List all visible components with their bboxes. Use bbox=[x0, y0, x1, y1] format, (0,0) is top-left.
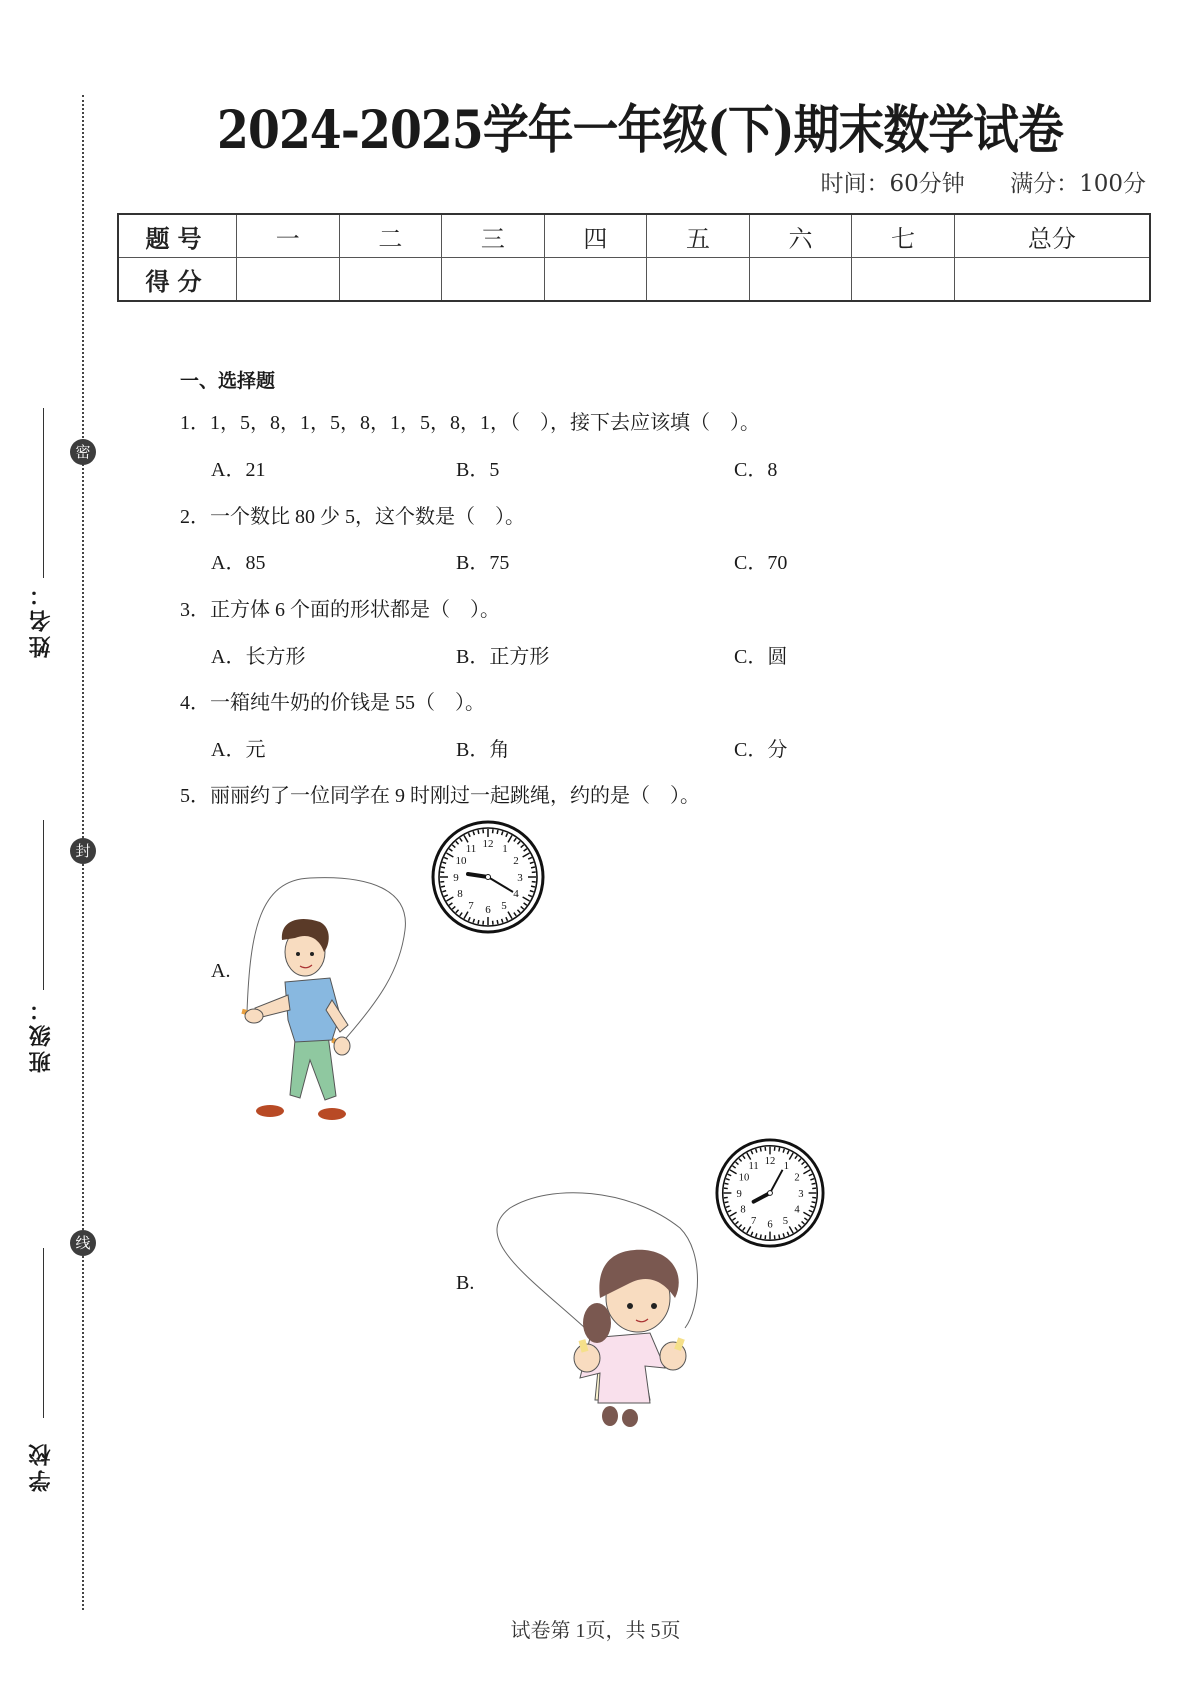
score-cell-5[interactable] bbox=[647, 258, 750, 302]
exam-title: 2024-2025学年一年级(下)期末数学试卷 bbox=[217, 100, 1063, 161]
name-blank-line[interactable] bbox=[43, 408, 44, 578]
question-4: 4．一箱纯牛奶的价钱是 55（ ）。 bbox=[180, 692, 485, 714]
name-label: 姓名： bbox=[29, 580, 54, 658]
question-1: 1．1，5，8，1，5，8，1，5，8，1，（ ），接下去应该填（ ）。 bbox=[180, 412, 760, 434]
question-5: 5．丽丽约了一位同学在 9 时刚过一起跳绳，约的是（ ）。 bbox=[180, 785, 700, 807]
time-limit: 时间：60分钟 bbox=[820, 171, 965, 197]
full-score: 满分：100分 bbox=[1010, 171, 1146, 197]
col-3: 三 bbox=[442, 214, 545, 258]
svg-text:8: 8 bbox=[457, 888, 463, 900]
svg-text:10: 10 bbox=[738, 1172, 750, 1184]
school-label: 学校 bbox=[29, 1440, 54, 1492]
question-3: 3．正方体 6 个面的形状都是（ ）。 bbox=[180, 599, 500, 621]
q1-option-c[interactable]: C．8 bbox=[734, 459, 778, 481]
section-title: 一、选择题 bbox=[180, 370, 276, 392]
q4-option-a[interactable]: A．元 bbox=[211, 739, 266, 761]
q5-option-b[interactable]: B. bbox=[456, 1272, 475, 1294]
svg-text:6: 6 bbox=[485, 904, 491, 916]
svg-text:3: 3 bbox=[517, 872, 523, 884]
clock-b-icon bbox=[715, 1138, 825, 1248]
page-footer: 试卷第 1页，共 5页 bbox=[510, 1620, 681, 1642]
class-blank-line[interactable] bbox=[43, 820, 44, 990]
svg-text:4: 4 bbox=[794, 1204, 800, 1216]
exam-meta bbox=[783, 165, 1147, 198]
question-2: 2．一个数比 80 少 5，这个数是（ ）。 bbox=[180, 506, 525, 528]
score-cell-total[interactable] bbox=[954, 258, 1150, 302]
clock-a-icon bbox=[431, 820, 545, 934]
svg-text:2: 2 bbox=[513, 855, 519, 867]
col-5: 五 bbox=[647, 214, 750, 258]
svg-text:5: 5 bbox=[782, 1215, 789, 1227]
col-1: 一 bbox=[237, 214, 340, 258]
q4-option-b[interactable]: B．角 bbox=[456, 739, 510, 761]
seal-xian: 线 bbox=[70, 1230, 96, 1256]
q3-option-c[interactable]: C．圆 bbox=[734, 646, 788, 668]
girl-jumping-rope-illustration bbox=[490, 1188, 710, 1428]
col-total: 总分 bbox=[954, 214, 1150, 258]
svg-text:6: 6 bbox=[767, 1219, 773, 1231]
svg-text:1: 1 bbox=[783, 1160, 790, 1172]
col-6: 六 bbox=[749, 214, 852, 258]
col-2: 二 bbox=[339, 214, 442, 258]
svg-text:5: 5 bbox=[501, 900, 507, 912]
svg-text:9: 9 bbox=[736, 1188, 742, 1200]
svg-text:12: 12 bbox=[764, 1156, 776, 1168]
col-7: 七 bbox=[852, 214, 955, 258]
svg-text:10: 10 bbox=[455, 855, 467, 867]
q2-option-a[interactable]: A．85 bbox=[211, 552, 266, 574]
svg-text:11: 11 bbox=[465, 843, 477, 855]
score-cell-1[interactable] bbox=[237, 258, 340, 302]
col-4: 四 bbox=[544, 214, 647, 258]
row-label-question-number: 题号 bbox=[118, 214, 237, 258]
q2-option-b[interactable]: B．75 bbox=[456, 552, 510, 574]
q5-option-a[interactable]: A. bbox=[211, 960, 231, 982]
svg-text:1: 1 bbox=[502, 843, 508, 855]
svg-text:7: 7 bbox=[750, 1215, 757, 1227]
seal-mi: 密 bbox=[70, 439, 96, 465]
svg-text:11: 11 bbox=[748, 1160, 759, 1172]
q4-option-c[interactable]: C．分 bbox=[734, 739, 788, 761]
q1-option-b[interactable]: B．5 bbox=[456, 459, 500, 481]
seal-feng: 封 bbox=[70, 838, 96, 864]
class-label: 班级： bbox=[29, 995, 54, 1073]
score-cell-3[interactable] bbox=[442, 258, 545, 302]
row-label-score: 得分 bbox=[118, 258, 237, 302]
school-blank-line[interactable] bbox=[43, 1248, 44, 1418]
svg-text:2: 2 bbox=[794, 1172, 800, 1184]
svg-text:3: 3 bbox=[798, 1188, 804, 1200]
score-cell-2[interactable] bbox=[339, 258, 442, 302]
boy-jumping-rope-illustration bbox=[240, 870, 410, 1125]
score-cell-7[interactable] bbox=[852, 258, 955, 302]
score-table bbox=[117, 213, 1151, 302]
score-cell-6[interactable] bbox=[749, 258, 852, 302]
svg-text:9: 9 bbox=[453, 872, 459, 884]
score-cell-4[interactable] bbox=[544, 258, 647, 302]
score-table-header-row bbox=[118, 214, 1150, 258]
score-table-score-row bbox=[118, 258, 1150, 302]
q1-option-a[interactable]: A．21 bbox=[211, 459, 266, 481]
svg-text:7: 7 bbox=[468, 900, 474, 912]
svg-text:4: 4 bbox=[513, 888, 519, 900]
q3-option-b[interactable]: B．正方形 bbox=[456, 646, 550, 668]
q2-option-c[interactable]: C．70 bbox=[734, 552, 788, 574]
svg-text:12: 12 bbox=[482, 838, 494, 850]
q3-option-a[interactable]: A．长方形 bbox=[211, 646, 306, 668]
svg-text:8: 8 bbox=[740, 1204, 746, 1216]
